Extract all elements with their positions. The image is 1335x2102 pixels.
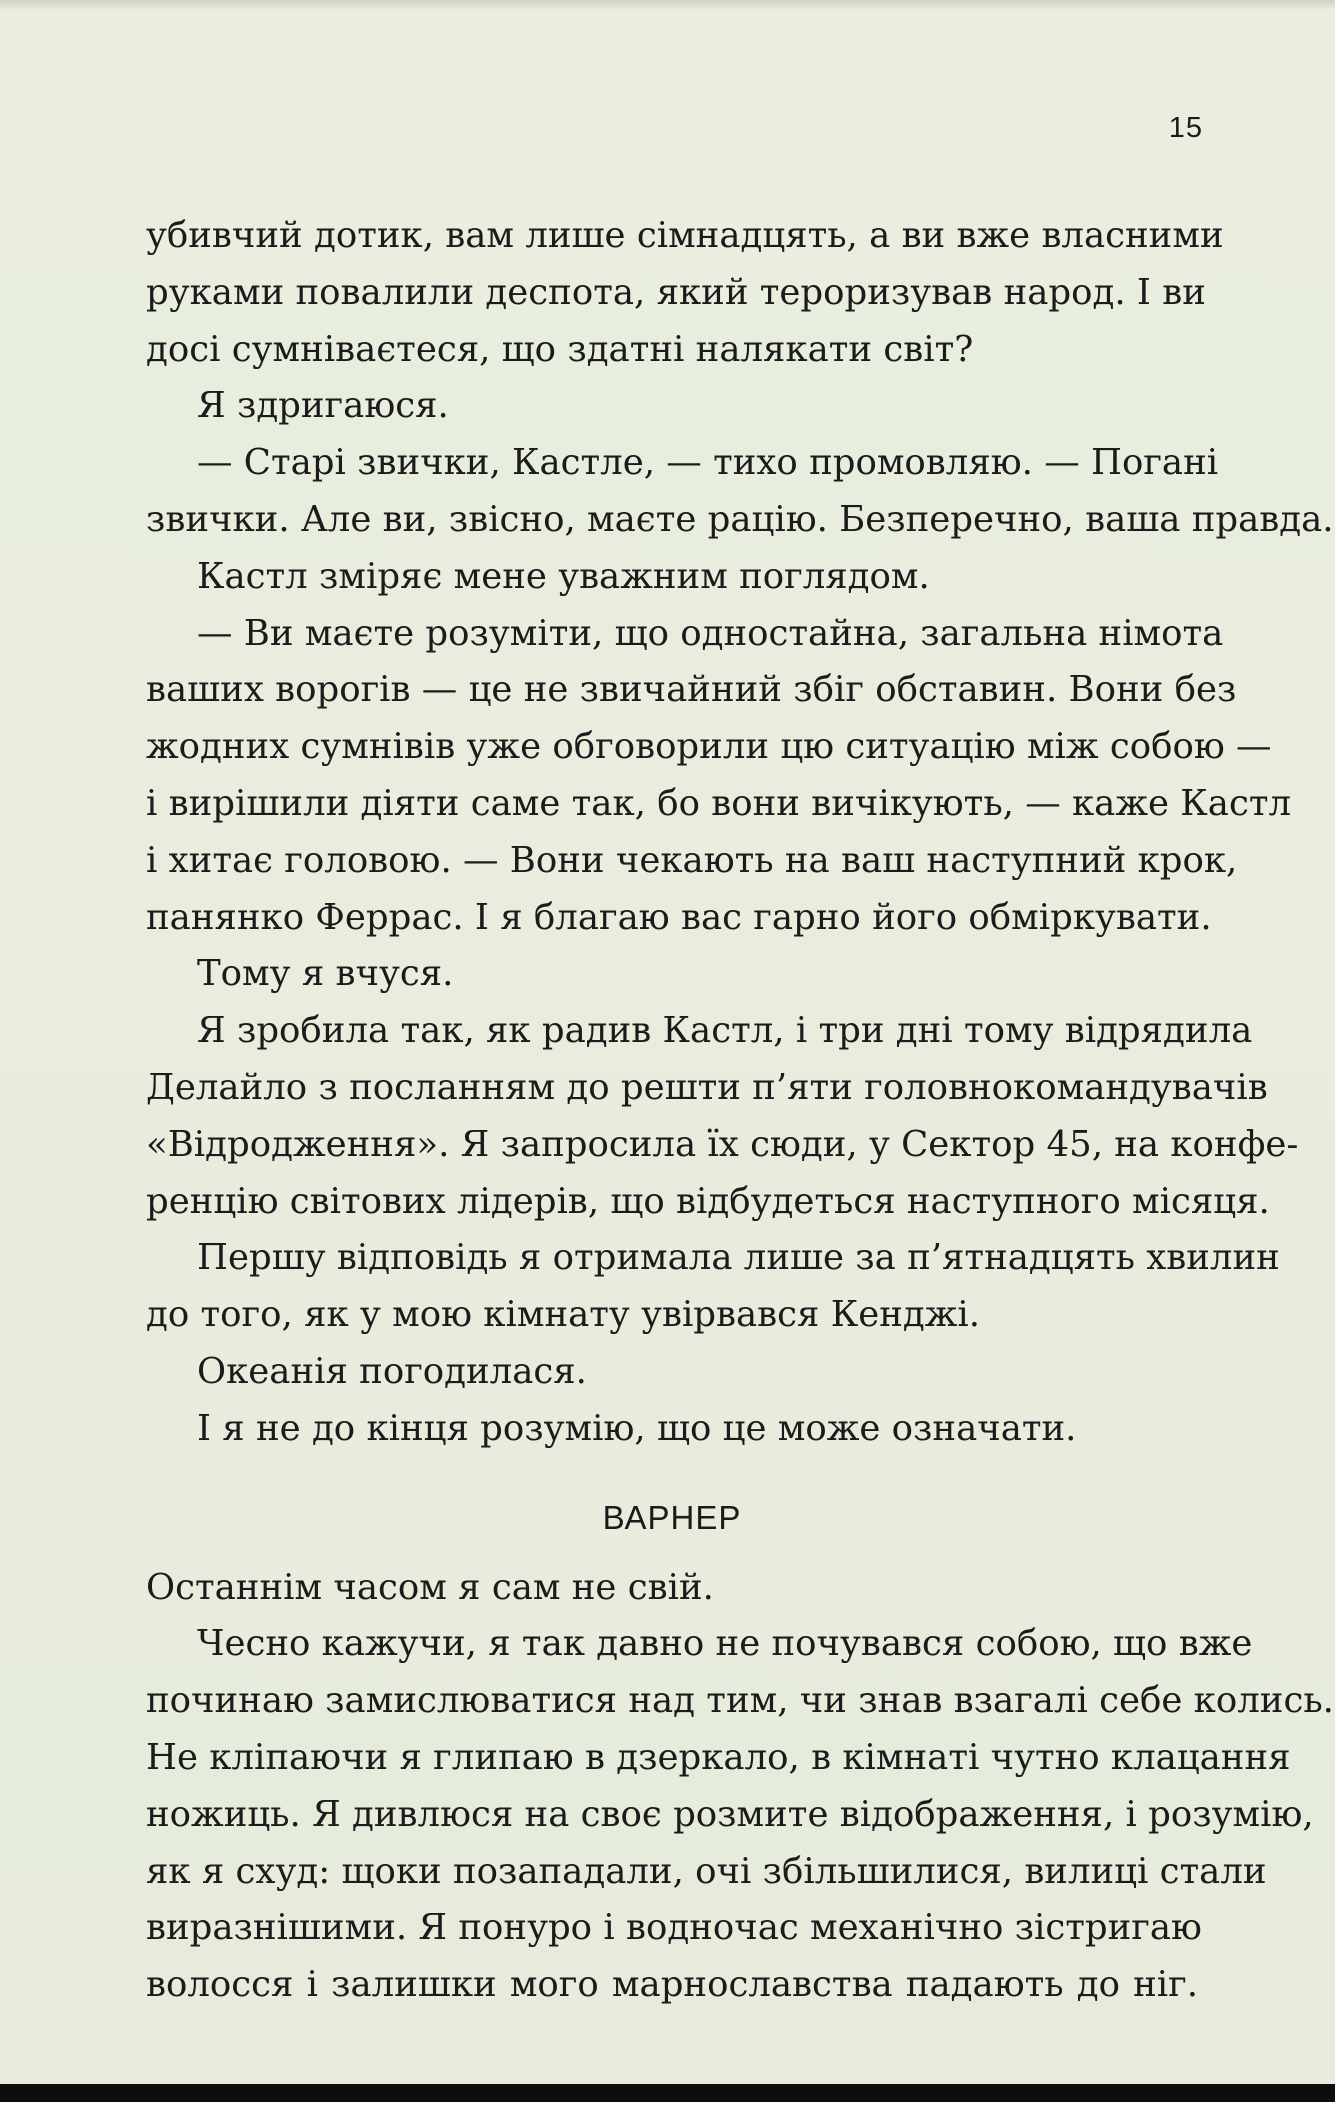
text-line: починаю замислюватися над тим, чи знав взагалі себе колись. <box>146 1680 1334 1722</box>
text-line: Не кліпаючи я глипаю в дзеркало, в кімнаті чутно клацання <box>146 1736 1291 1778</box>
text-line: — Старі звички, Кастле, — тихо промовляю. — Погані <box>197 442 1219 484</box>
text-line: до того, як у мою кімнату увірвався Кенджі. <box>146 1294 981 1336</box>
text-line: Першу відповідь я отримала лише за п’ятнадцять хвилин <box>197 1237 1280 1279</box>
text-line: волосся і залишки мого марнославства падають до ніг. <box>146 1964 1198 2006</box>
text-line: ренцію світових лідерів, що відбудеться наступного місяця. <box>146 1180 1270 1222</box>
text-line: і хитає головою. — Вони чекають на ваш наступний крок, <box>146 839 1238 881</box>
text-line: «Відродження». Я запросила їх сюди, у Сектор 45, на конфе- <box>146 1123 1299 1165</box>
text-line: Я зробила так, як радив Кастл, і три дні тому відрядила <box>197 1010 1253 1052</box>
text-line: панянко Феррас. І я благаю вас гарно його обміркувати. <box>146 896 1212 938</box>
text-line: жодних сумнівів уже обговорили цю ситуацію між собою — <box>146 726 1272 768</box>
text-line: ваших ворогів — це не звичайний збіг обставин. Вони без <box>146 669 1237 711</box>
body-text <box>146 208 1334 2014</box>
text-line: руками повалили деспота, який тероризував народ. І ви <box>146 271 1206 313</box>
text-line: Тому я вчуся. <box>197 953 454 995</box>
text-line: виразнішими. Я понуро і водночас механічно зістригаю <box>146 1907 1202 1949</box>
text-line: Кастл зміряє мене уважним поглядом. <box>197 555 930 597</box>
section-heading: ВАРНЕР <box>602 1498 742 1536</box>
text-line: досі сумніваєтеся, що здатні налякати світ? <box>146 328 974 370</box>
text-line: І я не до кінця розумію, що це може означати. <box>197 1407 1077 1449</box>
text-line: Чесно кажучи, я так давно не почувався собою, що вже <box>197 1623 1253 1665</box>
text-line: убивчий дотик, вам лише сімнадцять, а ви вже власними <box>146 215 1224 256</box>
text-line: як я схуд: щоки позападали, очі збільшилися, вилиці стали <box>146 1850 1267 1892</box>
text-line: ножиць. Я дивлюся на своє розмите відображення, і розумію, <box>146 1793 1314 1835</box>
text-line: звички. Але ви, звісно, маєте рацію. Безперечно, ваша правда. <box>146 498 1334 540</box>
text-line: Останнім часом я сам не свій. <box>146 1566 714 1608</box>
text-line: Океанія погодилася. <box>197 1350 587 1392</box>
text-line: і вирішили діяти саме так, бо вони вичікують, — каже Кастл <box>146 782 1292 824</box>
page-number: 15 <box>1168 112 1203 144</box>
page-top-edge <box>0 0 1335 10</box>
text-line: Делайло з посланням до решти п’яти головнокомандувачів <box>146 1066 1268 1108</box>
text-line: Я здригаюся. <box>197 385 449 427</box>
text-line: — Ви маєте розуміти, що одностайна, загальна німота <box>197 612 1224 654</box>
